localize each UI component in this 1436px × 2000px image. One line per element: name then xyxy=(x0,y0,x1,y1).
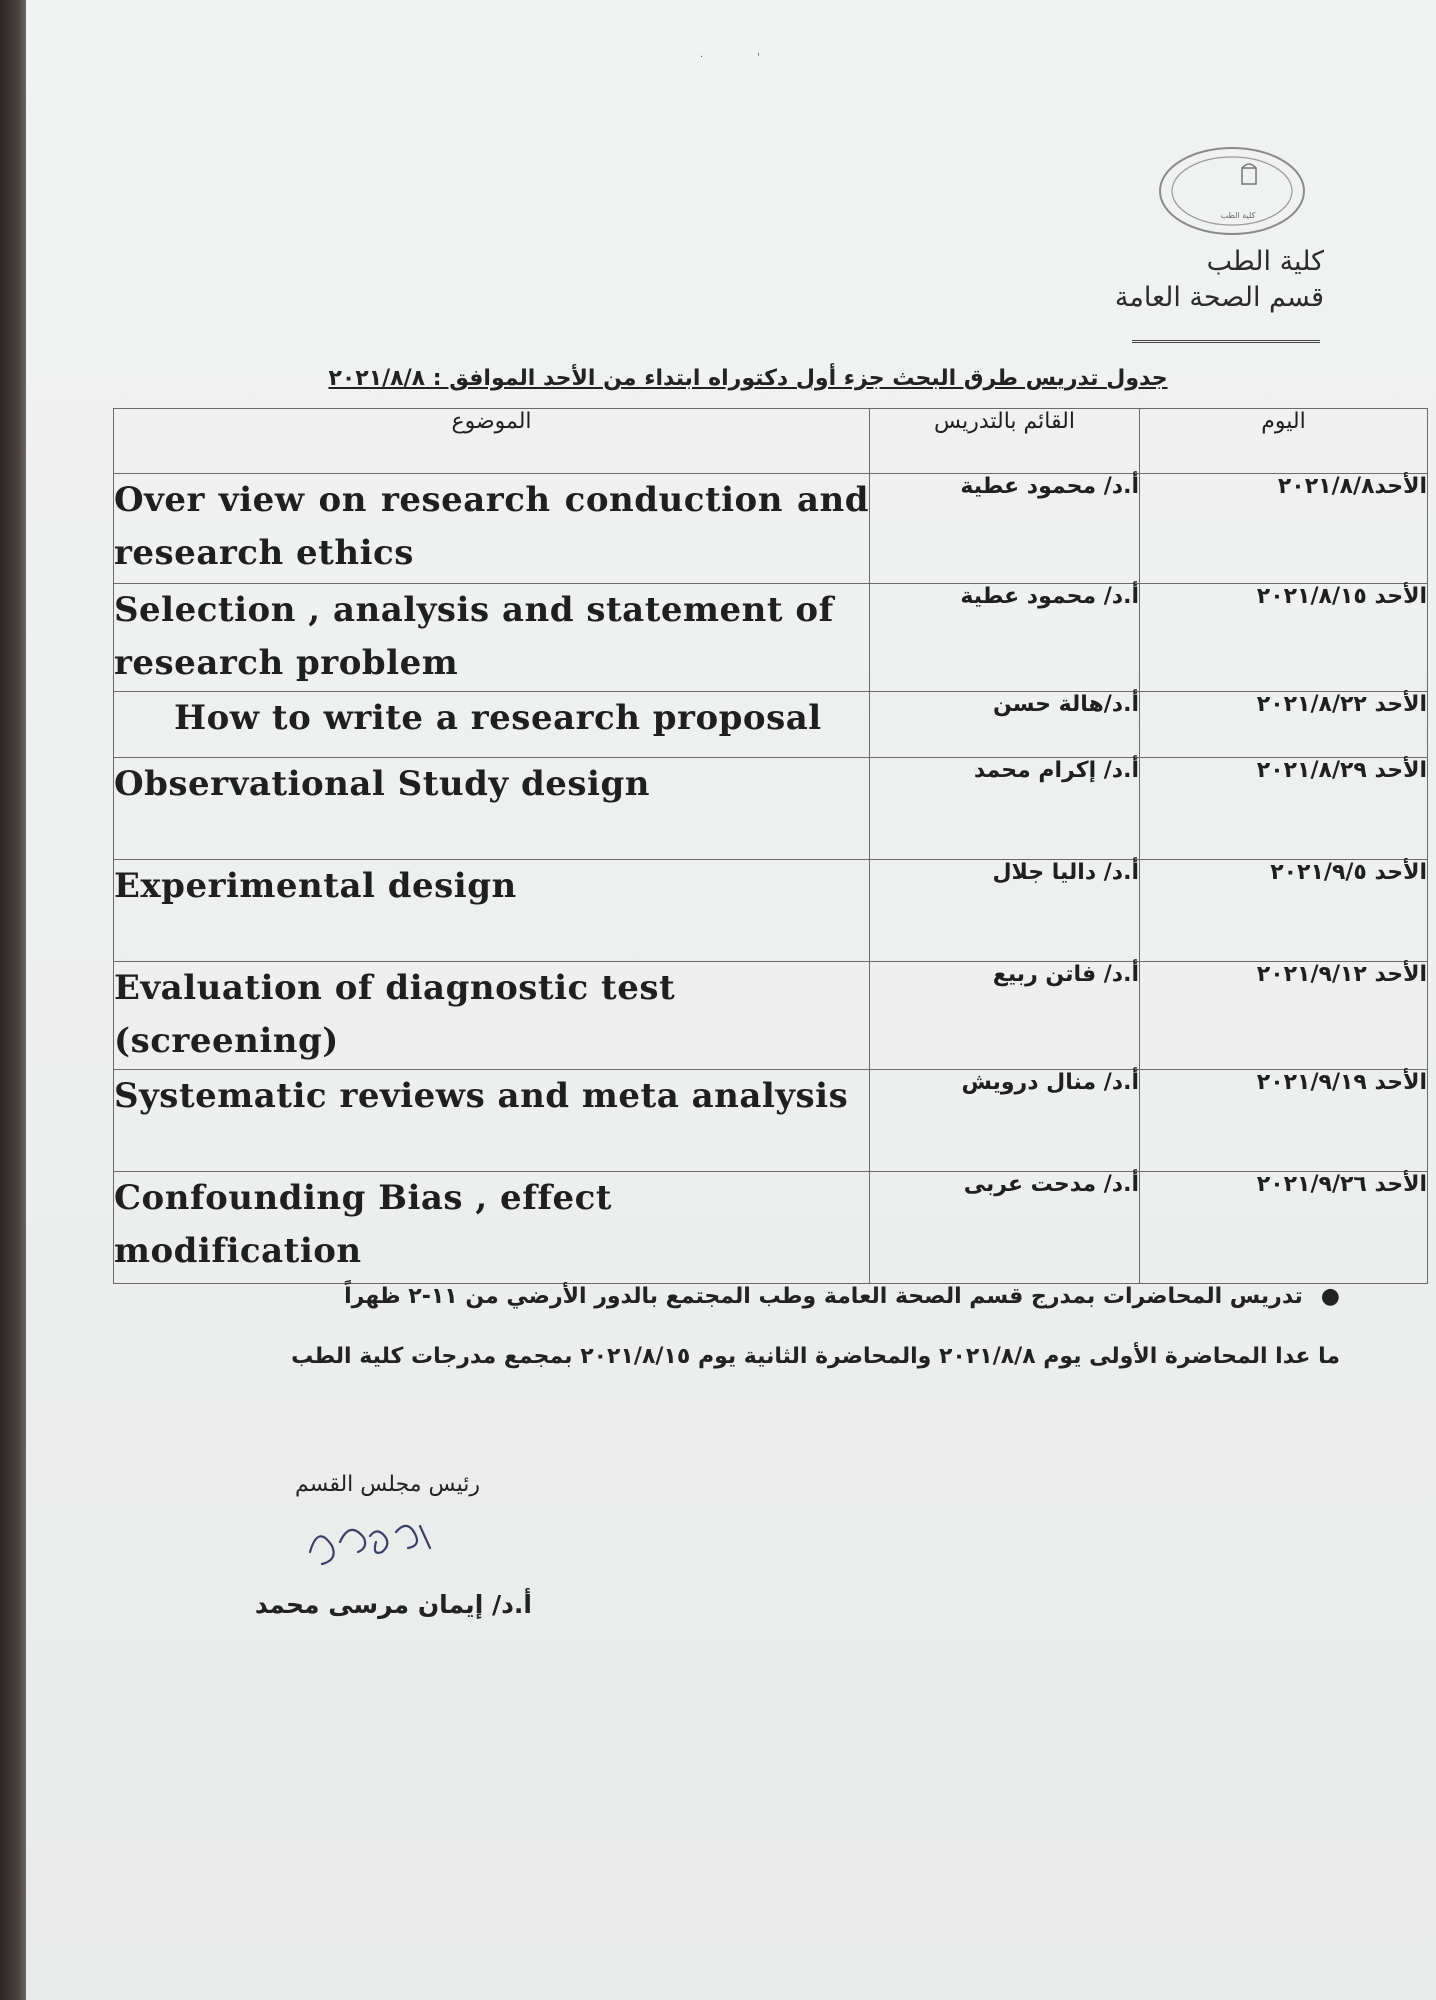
bullet-icon: ● xyxy=(1320,1284,1340,1309)
lecturer-cell: أ.د/ مدحت عربى xyxy=(870,1172,1140,1284)
topic-cell: Experimental design xyxy=(114,860,870,962)
table-row xyxy=(114,962,1428,1070)
day-cell: الأحد ٢٠٢١/٨/١٥ xyxy=(1140,584,1428,692)
header-divider xyxy=(1132,340,1320,343)
handwritten-signature xyxy=(300,1512,460,1572)
table-row xyxy=(114,1172,1428,1284)
faculty-seal-logo xyxy=(1158,146,1306,236)
header-day: اليوم xyxy=(1140,409,1428,474)
note-line-1 xyxy=(344,1284,1340,1309)
day-cell: الأحد ٢٠٢١/٩/٢٦ xyxy=(1140,1172,1428,1284)
table-row xyxy=(114,474,1428,584)
table-row xyxy=(114,758,1428,860)
seal-text: كلية الطب xyxy=(1220,211,1256,220)
table-row xyxy=(114,1070,1428,1172)
lecturer-cell: أ.د/ فاتن ربيع xyxy=(870,962,1140,1070)
day-cell: الأحد ٢٠٢١/٩/١٢ xyxy=(1140,962,1428,1070)
paper-specks: · ' xyxy=(700,52,760,63)
binder-edge xyxy=(0,0,26,2000)
schedule-table xyxy=(113,408,1428,1284)
faculty-name: كلية الطب xyxy=(1206,246,1324,277)
lecturer-cell: أ.د/هالة حسن xyxy=(870,692,1140,758)
day-cell: الأحد٢٠٢١/٨/٨ xyxy=(1140,474,1428,584)
topic-cell: Evaluation of diagnostic test (screening) xyxy=(114,962,870,1070)
note-line-2: ما عدا المحاضرة الأولى يوم ٢٠٢١/٨/٨ والمحاضرة الثانية يوم ٢٠٢١/٨/١٥ بمجمع مدرجات كلية الطب xyxy=(291,1344,1340,1369)
table-row xyxy=(114,860,1428,962)
table-header-row xyxy=(114,409,1428,474)
schedule-title: جدول تدريس طرق البحث جزء أول دكتوراه ابتداء من الأحد الموافق : ٢٠٢١/٨/٨ xyxy=(328,366,1168,391)
topic-cell: How to write a research proposal xyxy=(114,692,870,758)
topic-cell: Confounding Bias , effect modification xyxy=(114,1172,870,1284)
lecturer-cell: أ.د/ محمود عطية xyxy=(870,474,1140,584)
day-cell: الأحد ٢٠٢١/٩/١٩ xyxy=(1140,1070,1428,1172)
topic-cell: Systematic reviews and meta analysis xyxy=(114,1070,870,1172)
lecturer-cell: أ.د/ منال درويش xyxy=(870,1070,1140,1172)
table-row xyxy=(114,692,1428,758)
topic-cell: Over view on research conduction and research ethics xyxy=(114,474,870,584)
topic-cell: Selection , analysis and statement of research problem xyxy=(114,584,870,692)
signatory-name: أ.د/ إيمان مرسى محمد xyxy=(254,1590,532,1619)
lecturer-cell: أ.د/ إكرام محمد xyxy=(870,758,1140,860)
day-cell: الأحد ٢٠٢١/٨/٢٢ xyxy=(1140,692,1428,758)
lecturer-cell: أ.د/ محمود عطية xyxy=(870,584,1140,692)
day-cell: الأحد ٢٠٢١/٩/٥ xyxy=(1140,860,1428,962)
topic-cell: Observational Study design xyxy=(114,758,870,860)
table-row xyxy=(114,584,1428,692)
department-name: قسم الصحة العامة xyxy=(1114,282,1324,313)
day-cell: الأحد ٢٠٢١/٨/٢٩ xyxy=(1140,758,1428,860)
header-topic: الموضوع xyxy=(114,409,870,474)
header-lecturer: القائم بالتدريس xyxy=(870,409,1140,474)
department-heading xyxy=(1115,244,1324,316)
signatory-title: رئيس مجلس القسم xyxy=(295,1472,480,1497)
lecturer-cell: أ.د/ داليا جلال xyxy=(870,860,1140,962)
note-text-1: تدريس المحاضرات بمدرج قسم الصحة العامة وطب المجتمع بالدور الأرضي من ١١-٢ ظهراً xyxy=(344,1284,1303,1309)
